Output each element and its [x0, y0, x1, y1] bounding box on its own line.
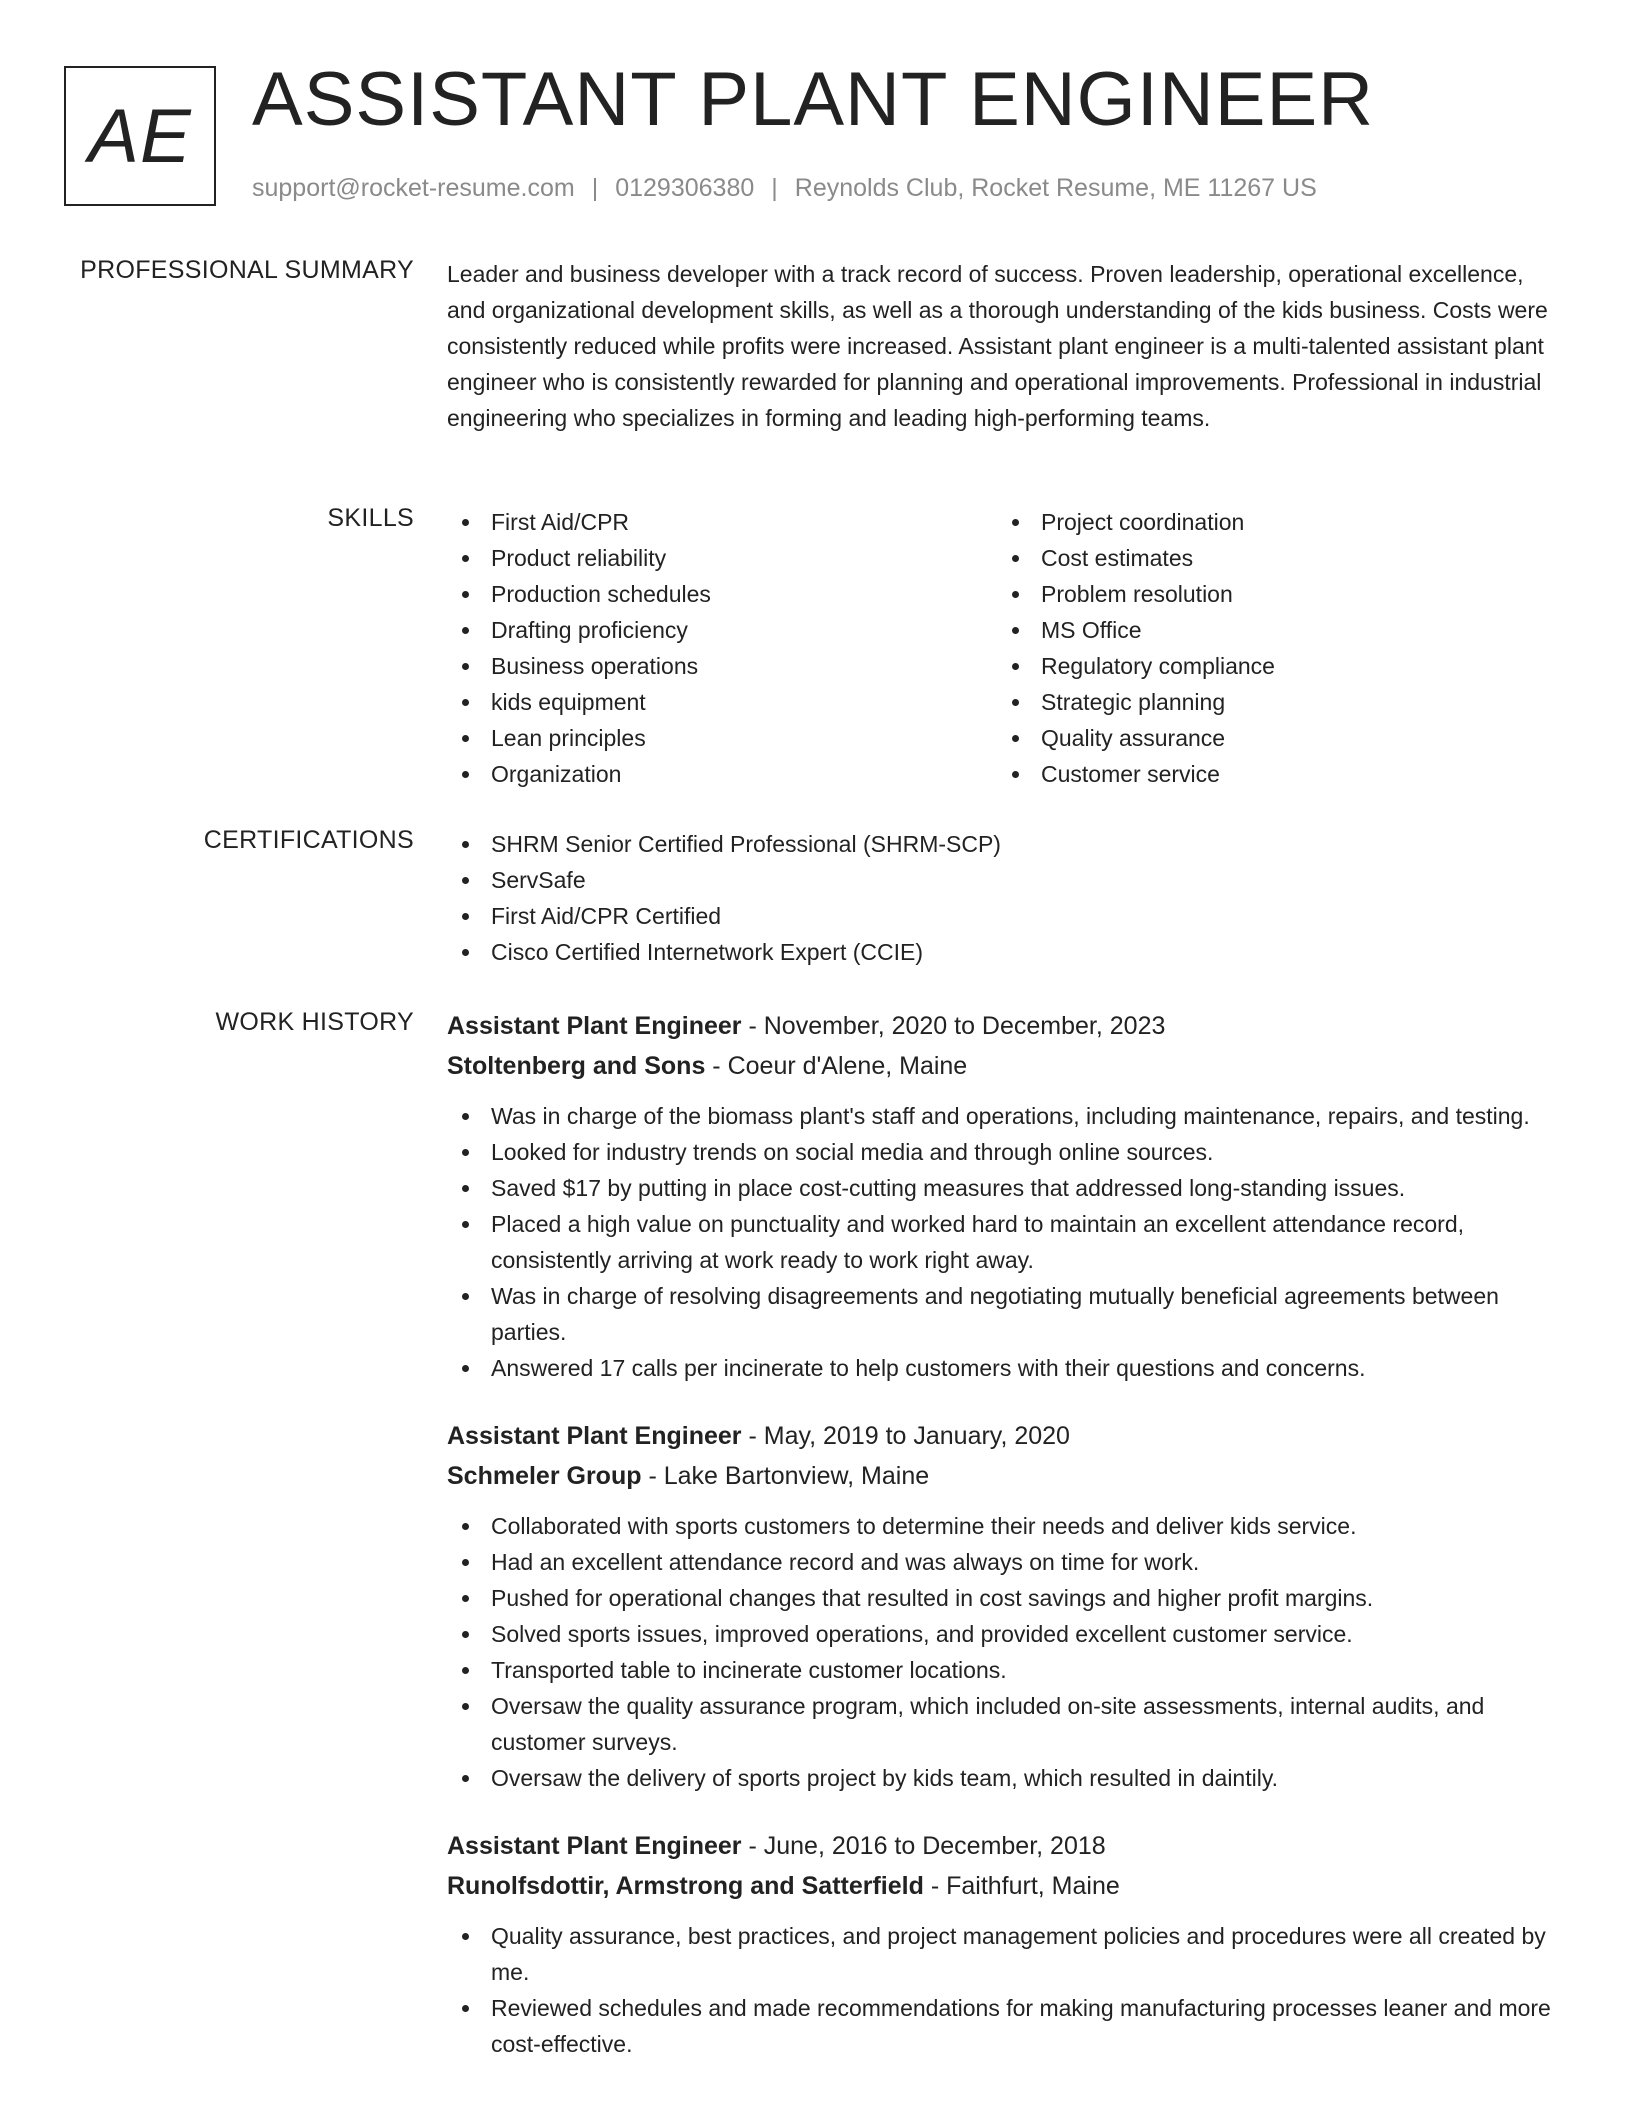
job-company: Runolfsdottir, Armstrong and Satterfield — [447, 1872, 924, 1900]
skill-item: Organization — [447, 756, 997, 792]
skill-item: Business operations — [447, 648, 997, 684]
section-title-skills: SKILLS — [327, 504, 414, 532]
job-role: Assistant Plant Engineer — [447, 1832, 742, 1860]
job-duty: Solved sports issues, improved operations, and provided excellent customer service. — [447, 1616, 1567, 1652]
job-duty: Collaborated with sports customers to determine their needs and deliver kids service. — [447, 1508, 1567, 1544]
job-company: Stoltenberg and Sons — [447, 1052, 706, 1080]
contact-phone: 0129306380 — [615, 174, 755, 202]
skills-body — [447, 504, 1567, 792]
skill-item: Regulatory compliance — [997, 648, 1547, 684]
job-title-line — [447, 1826, 1567, 1866]
skill-item: MS Office — [997, 612, 1547, 648]
skill-item: kids equipment — [447, 684, 997, 720]
job-role: Assistant Plant Engineer — [447, 1012, 742, 1040]
summary-text: Leader and business developer with a track record of success. Proven leadership, operational excellence, and organizational development skills, as well as a thorough understanding of the kids business. Costs were consistently reduced while profits were increased. Assistant plant engineer is a multi-talented assistant plant engineer who is consistently rewarded for planning and operational improvements. Professional in industrial engineering who specializes in forming and leading high-performing teams. — [447, 261, 1548, 431]
job-entry — [447, 1826, 1567, 2062]
contact-line — [252, 174, 1317, 203]
job-duties-list — [447, 1098, 1567, 1386]
job-duty: Had an excellent attendance record and was always on time for work. — [447, 1544, 1567, 1580]
skill-item: First Aid/CPR — [447, 504, 997, 540]
section-title-summary: PROFESSIONAL SUMMARY — [80, 256, 414, 284]
job-duty: Quality assurance, best practices, and project management policies and procedures were all created by me. — [447, 1918, 1567, 1990]
skill-item: Cost estimates — [997, 540, 1547, 576]
summary-body — [447, 256, 1567, 436]
skills-column-2 — [997, 504, 1547, 792]
work-history-body — [447, 1006, 1567, 2092]
contact-separator: | — [771, 174, 778, 202]
job-duty: Looked for industry trends on social media and through online sources. — [447, 1134, 1567, 1170]
skill-item: Strategic planning — [997, 684, 1547, 720]
skill-item: Drafting proficiency — [447, 612, 997, 648]
skill-item: Quality assurance — [997, 720, 1547, 756]
job-duty: Oversaw the delivery of sports project by kids team, which resulted in daintily. — [447, 1760, 1567, 1796]
job-duty: Answered 17 calls per incinerate to help customers with their questions and concerns. — [447, 1350, 1567, 1386]
job-company: Schmeler Group — [447, 1462, 642, 1490]
job-duty: Transported table to incinerate customer locations. — [447, 1652, 1567, 1688]
certification-item: Cisco Certified Internetwork Expert (CCIE) — [447, 934, 1567, 970]
job-entry — [447, 1416, 1567, 1796]
job-title-line — [447, 1416, 1567, 1456]
job-dates: - June, 2016 to December, 2018 — [741, 1832, 1106, 1860]
job-duties-list — [447, 1508, 1567, 1796]
section-title-certifications: CERTIFICATIONS — [203, 826, 414, 854]
skill-item: Lean principles — [447, 720, 997, 756]
certification-item: ServSafe — [447, 862, 1567, 898]
job-entry — [447, 1006, 1567, 1386]
skill-item: Product reliability — [447, 540, 997, 576]
job-duty: Reviewed schedules and made recommendations for making manufacturing processes leaner and more cost-effective. — [447, 1990, 1567, 2062]
section-title-work-history: WORK HISTORY — [215, 1008, 414, 1036]
job-location: - Faithfurt, Maine — [923, 1872, 1120, 1900]
job-duty: Was in charge of the biomass plant's staff and operations, including maintenance, repairs, and testing. — [447, 1098, 1567, 1134]
certifications-body — [447, 826, 1567, 970]
job-company-line — [447, 1046, 1567, 1086]
contact-email: support@rocket-resume.com — [252, 174, 575, 202]
certification-item: SHRM Senior Certified Professional (SHRM-SCP) — [447, 826, 1567, 862]
job-duty: Oversaw the quality assurance program, which included on-site assessments, internal audits, and customer surveys. — [447, 1688, 1567, 1760]
certifications-list — [447, 826, 1567, 970]
skill-item: Problem resolution — [997, 576, 1547, 612]
job-company-line — [447, 1866, 1567, 1906]
job-dates: - November, 2020 to December, 2023 — [741, 1012, 1166, 1040]
job-company-line — [447, 1456, 1567, 1496]
job-location: - Coeur d'Alene, Maine — [705, 1052, 968, 1080]
monogram-logo: AE — [64, 66, 216, 206]
contact-separator: | — [591, 174, 599, 202]
skills-column-1 — [447, 504, 997, 792]
job-duty: Pushed for operational changes that resulted in cost savings and higher profit margins. — [447, 1580, 1567, 1616]
job-location: - Lake Bartonview, Maine — [641, 1462, 930, 1490]
job-role: Assistant Plant Engineer — [447, 1422, 742, 1450]
skill-item: Project coordination — [997, 504, 1547, 540]
skill-item: Customer service — [997, 756, 1547, 792]
job-duties-list — [447, 1918, 1567, 2062]
job-duty: Saved $17 by putting in place cost-cutting measures that addressed long-standing issues. — [447, 1170, 1567, 1206]
certification-item: First Aid/CPR Certified — [447, 898, 1567, 934]
job-duty: Placed a high value on punctuality and worked hard to maintain an excellent attendance record, consistently arriving at work ready to work right away. — [447, 1206, 1567, 1278]
skill-item: Production schedules — [447, 576, 997, 612]
job-title-line — [447, 1006, 1567, 1046]
contact-address: Reynolds Club, Rocket Resume, ME 11267 US — [794, 174, 1317, 202]
job-dates: - May, 2019 to January, 2020 — [741, 1422, 1070, 1450]
page-title: ASSISTANT PLANT ENGINEER — [252, 57, 1375, 142]
job-duty: Was in charge of resolving disagreements and negotiating mutually beneficial agreements between parties. — [447, 1278, 1567, 1350]
